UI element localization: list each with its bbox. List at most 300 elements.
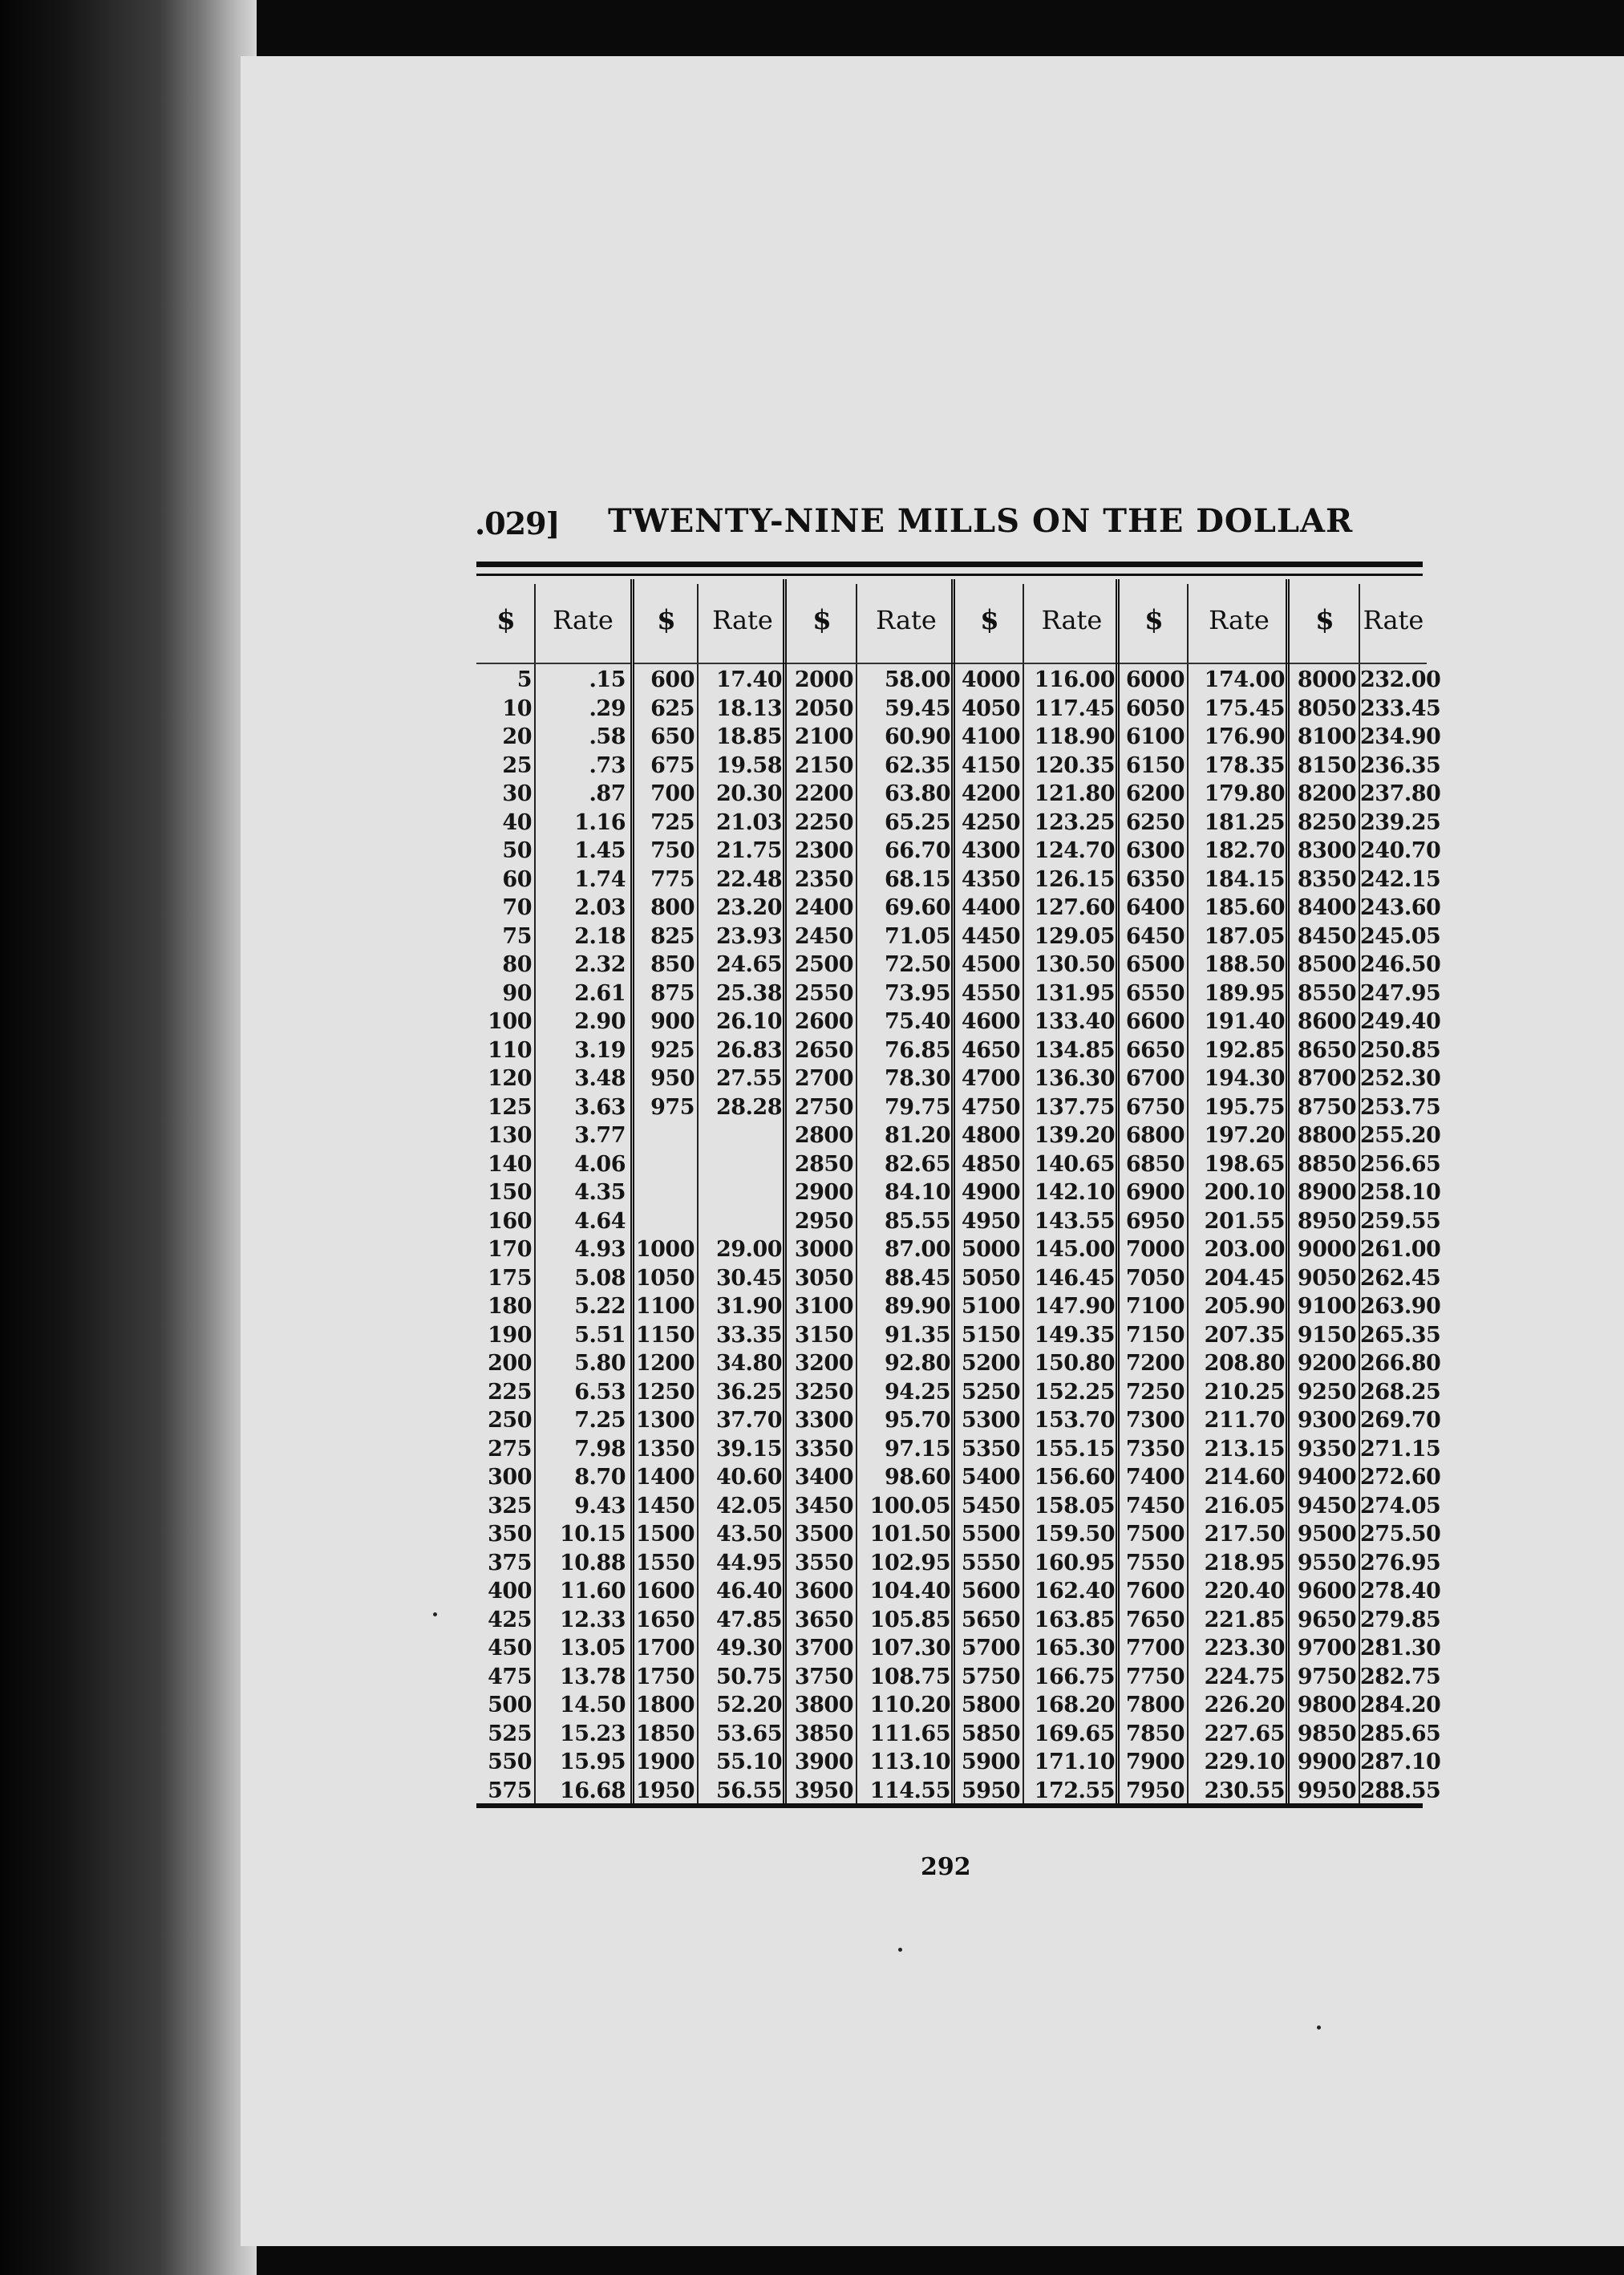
table-cell-rate: 253.75 xyxy=(1360,1094,1441,1120)
table-cell-amount: 5150 xyxy=(961,1322,1020,1348)
table-cell-rate: 15.95 xyxy=(559,1750,626,1774)
table-cell-rate: 218.95 xyxy=(1204,1550,1285,1575)
table-cell-rate: 116.00 xyxy=(1034,667,1115,692)
table-cell-rate: 9.43 xyxy=(574,1493,626,1519)
table-cell-amount: 5350 xyxy=(961,1436,1020,1462)
table-cell-rate: 43.50 xyxy=(715,1522,782,1547)
table-cell-rate: 181.25 xyxy=(1204,809,1285,835)
table-cell-rate: 275.50 xyxy=(1360,1522,1441,1547)
table-cell-amount: 2650 xyxy=(794,1037,853,1063)
table-cell-amount: 9300 xyxy=(1297,1408,1356,1433)
table-cell-rate: 250.85 xyxy=(1360,1037,1441,1063)
table-cell-amount: 5250 xyxy=(961,1379,1020,1405)
table-cell-rate: 178.35 xyxy=(1204,752,1285,778)
table-cell-rate: .58 xyxy=(589,724,626,749)
table-cell-amount: 9500 xyxy=(1297,1522,1356,1547)
table-cell-amount: 975 xyxy=(650,1094,695,1120)
table-cell-amount: 5000 xyxy=(961,1237,1020,1262)
table-cell-amount: 8450 xyxy=(1297,923,1356,949)
table-cell-amount: 3150 xyxy=(794,1322,853,1348)
table-cell-rate: 52.20 xyxy=(715,1693,782,1717)
table-cell-rate: 24.65 xyxy=(715,952,782,977)
table-cell-rate: 71.05 xyxy=(884,923,950,949)
table-cell-amount: 8350 xyxy=(1297,866,1356,892)
table-cell-amount: 175 xyxy=(488,1265,532,1291)
table-cell-rate: 111.65 xyxy=(869,1721,950,1746)
table-cell-rate: 197.20 xyxy=(1204,1123,1285,1148)
table-cell-rate: 91.35 xyxy=(884,1322,950,1348)
table-cell-amount: 5 xyxy=(516,667,532,692)
table-cell-rate: 207.35 xyxy=(1204,1322,1285,1348)
table-cell-amount: 425 xyxy=(488,1607,532,1632)
table-cell-rate: 133.40 xyxy=(1034,1009,1115,1034)
page-title: TWENTY-NINE MILLS ON THE DOLLAR xyxy=(608,502,1354,540)
table-cell-amount: 275 xyxy=(488,1436,532,1462)
table-cell-rate: 201.55 xyxy=(1204,1208,1285,1234)
table-cell-amount: 7000 xyxy=(1125,1237,1185,1262)
table-cell-rate: 6.53 xyxy=(574,1379,626,1405)
table-cell-rate: 60.90 xyxy=(884,724,950,749)
table-cell-rate: 17.40 xyxy=(715,667,782,692)
table-cell-amount: 8950 xyxy=(1297,1208,1356,1234)
table-cell-amount: 8200 xyxy=(1297,781,1356,806)
table-cell-amount: 1900 xyxy=(635,1750,695,1774)
table-cell-amount: 9150 xyxy=(1297,1322,1356,1348)
table-cell-amount: 4250 xyxy=(961,809,1020,835)
table-cell-rate: 136.30 xyxy=(1034,1066,1115,1091)
table-cell-rate: 78.30 xyxy=(884,1066,950,1091)
header-underline xyxy=(1120,663,1290,664)
table-cell-rate: 272.60 xyxy=(1360,1465,1441,1490)
table-cell-amount: 2150 xyxy=(794,752,853,778)
table-cell-rate: 194.30 xyxy=(1204,1066,1285,1091)
table-cell-amount: 2850 xyxy=(794,1151,853,1177)
table-cell-rate: 20.30 xyxy=(715,781,782,806)
table-cell-rate: 26.83 xyxy=(715,1037,782,1063)
table-cell-amount: 3950 xyxy=(794,1778,853,1803)
table-cell-amount: 7450 xyxy=(1125,1493,1185,1519)
table-cell-amount: 3050 xyxy=(794,1265,853,1291)
table-cell-rate: 1.74 xyxy=(574,866,626,892)
table-cell-rate: 210.25 xyxy=(1204,1379,1285,1405)
table-column-group xyxy=(476,579,630,1803)
table-cell-rate: 3.19 xyxy=(574,1037,626,1063)
table-cell-amount: 3850 xyxy=(794,1721,853,1746)
table-cell-amount: 6050 xyxy=(1125,695,1185,721)
table-cell-amount: 7900 xyxy=(1125,1750,1185,1774)
table-cell-rate: 25.38 xyxy=(715,980,782,1006)
table-cell-amount: 9700 xyxy=(1297,1636,1356,1661)
table-cell-amount: 4600 xyxy=(961,1009,1020,1034)
table-cell-rate: .73 xyxy=(589,752,626,778)
table-cell-rate: 249.40 xyxy=(1360,1009,1441,1034)
table-cell-rate: 176.90 xyxy=(1204,724,1285,749)
header-underline xyxy=(476,663,630,664)
table-cell-amount: 600 xyxy=(650,667,695,692)
table-cell-rate: 150.80 xyxy=(1034,1351,1115,1376)
page-number: 292 xyxy=(921,1853,971,1881)
column-header-rate: Rate xyxy=(876,605,937,635)
table-cell-amount: 3400 xyxy=(794,1465,853,1490)
table-cell-rate: 221.85 xyxy=(1204,1607,1285,1632)
table-cell-amount: 1950 xyxy=(635,1778,695,1803)
table-cell-rate: 127.60 xyxy=(1034,895,1115,920)
table-cell-rate: 84.10 xyxy=(884,1180,950,1205)
table-cell-rate: 230.55 xyxy=(1204,1778,1285,1803)
table-cell-rate: 50.75 xyxy=(715,1664,782,1689)
table-cell-amount: 7700 xyxy=(1125,1636,1185,1661)
table-cell-amount: 950 xyxy=(650,1066,695,1091)
table-cell-rate: 23.93 xyxy=(715,923,782,949)
table-cell-amount: 7050 xyxy=(1125,1265,1185,1291)
table-cell-amount: 110 xyxy=(488,1037,532,1063)
table-cell-rate: 261.00 xyxy=(1360,1237,1441,1262)
table-cell-amount: 1200 xyxy=(635,1351,695,1376)
table-cell-amount: 900 xyxy=(650,1009,695,1034)
table-cell-amount: 8400 xyxy=(1297,895,1356,920)
table-cell-amount: 1100 xyxy=(635,1294,695,1319)
table-cell-rate: 2.18 xyxy=(574,923,626,949)
table-cell-amount: 6250 xyxy=(1125,809,1185,835)
table-cell-rate: 22.48 xyxy=(715,866,782,892)
table-cell-rate: 243.60 xyxy=(1360,895,1441,920)
table-cell-amount: 8150 xyxy=(1297,752,1356,778)
table-cell-amount: 40 xyxy=(502,809,532,835)
table-cell-rate: 5.51 xyxy=(574,1322,626,1348)
table-cell-amount: 6200 xyxy=(1125,781,1185,806)
table-cell-amount: 5650 xyxy=(961,1607,1020,1632)
table-cell-rate: 246.50 xyxy=(1360,952,1441,977)
table-cell-rate: 2.90 xyxy=(574,1009,626,1034)
table-cell-amount: 6400 xyxy=(1125,895,1185,920)
table-cell-rate: 7.98 xyxy=(574,1436,626,1462)
table-cell-rate: 220.40 xyxy=(1204,1579,1285,1604)
table-cell-rate: 118.90 xyxy=(1034,724,1115,749)
table-cell-rate: 13.05 xyxy=(559,1636,626,1661)
table-cell-rate: 29.00 xyxy=(715,1237,782,1262)
table-cell-rate: 75.40 xyxy=(884,1009,950,1034)
table-cell-amount: 5750 xyxy=(961,1664,1020,1689)
table-cell-rate: 37.70 xyxy=(715,1408,782,1433)
table-cell-rate: 4.64 xyxy=(574,1208,626,1234)
table-cell-rate: 252.30 xyxy=(1360,1066,1441,1091)
table-cell-rate: 265.35 xyxy=(1360,1322,1441,1348)
table-cell-rate: 226.20 xyxy=(1204,1693,1285,1717)
column-header-rate: Rate xyxy=(1041,605,1103,635)
table-cell-rate: 259.55 xyxy=(1360,1208,1441,1234)
table-cell-amount: 10 xyxy=(502,695,532,721)
table-cell-rate: 200.10 xyxy=(1204,1180,1285,1205)
table-cell-amount: 9000 xyxy=(1297,1237,1356,1262)
table-cell-amount: 130 xyxy=(488,1123,532,1148)
table-cell-amount: 6900 xyxy=(1125,1180,1185,1205)
table-cell-amount: 9900 xyxy=(1297,1750,1356,1774)
table-cell-rate: 76.85 xyxy=(884,1037,950,1063)
book-spine xyxy=(0,0,257,2275)
table-cell-amount: 2550 xyxy=(794,980,853,1006)
table-cell-amount: 4850 xyxy=(961,1151,1020,1177)
table-cell-rate: 82.65 xyxy=(884,1151,950,1177)
table-cell-amount: 9650 xyxy=(1297,1607,1356,1632)
table-cell-amount: 3450 xyxy=(794,1493,853,1519)
table-cell-amount: 125 xyxy=(488,1094,532,1120)
table-cell-amount: 1000 xyxy=(635,1237,695,1262)
table-cell-amount: 5300 xyxy=(961,1408,1020,1433)
table-cell-amount: 4500 xyxy=(961,952,1020,977)
table-cell-amount: 9450 xyxy=(1297,1493,1356,1519)
table-cell-amount: 150 xyxy=(488,1180,532,1205)
table-cell-rate: 287.10 xyxy=(1360,1750,1441,1774)
table-cell-rate: 105.85 xyxy=(869,1607,950,1632)
table-column-group xyxy=(783,579,955,1803)
table-cell-amount: 8000 xyxy=(1297,667,1356,692)
table-cell-rate: 223.30 xyxy=(1204,1636,1285,1661)
table-cell-amount: 7800 xyxy=(1125,1693,1185,1717)
table-cell-rate: 3.63 xyxy=(574,1094,626,1120)
table-cell-amount: 5200 xyxy=(961,1351,1020,1376)
table-cell-rate: 227.65 xyxy=(1204,1721,1285,1746)
table-cell-amount: 170 xyxy=(488,1237,532,1262)
table-cell-rate: 236.35 xyxy=(1360,752,1441,778)
table-cell-amount xyxy=(634,1150,695,1179)
table-cell-amount: 2200 xyxy=(794,781,853,806)
table-cell-rate: 95.70 xyxy=(884,1408,950,1433)
table-cell-amount: 575 xyxy=(488,1778,532,1803)
table-cell-rate: 234.90 xyxy=(1360,724,1441,749)
table-cell-rate: 21.03 xyxy=(715,809,782,835)
table-cell-amount: 9400 xyxy=(1297,1465,1356,1490)
table-cell-rate: 59.45 xyxy=(884,695,950,721)
table-cell-rate: 182.70 xyxy=(1204,838,1285,863)
table-cell-rate: 44.95 xyxy=(715,1550,782,1575)
table-cell-amount xyxy=(634,1207,695,1236)
table-cell-amount: 25 xyxy=(502,752,532,778)
table-cell-amount: 2700 xyxy=(794,1066,853,1091)
table-cell-rate: 262.45 xyxy=(1360,1265,1441,1291)
table-cell-amount: 500 xyxy=(488,1693,532,1717)
table-cell-amount: 6750 xyxy=(1125,1094,1185,1120)
table-cell-rate: 229.10 xyxy=(1204,1750,1285,1774)
table-cell-amount: 5850 xyxy=(961,1721,1020,1746)
table-cell-amount: 6800 xyxy=(1125,1123,1185,1148)
header-underline xyxy=(1290,663,1427,664)
table-cell-amount: 825 xyxy=(650,923,695,949)
table-cell-amount: 6950 xyxy=(1125,1208,1185,1234)
table-cell-amount: 1600 xyxy=(635,1579,695,1604)
table-cell-rate: 268.25 xyxy=(1360,1379,1441,1405)
table-cell-rate: 68.15 xyxy=(884,866,950,892)
rate-code: .029] xyxy=(475,505,560,541)
table-cell-rate: 174.00 xyxy=(1204,667,1285,692)
table-cell-amount: 8300 xyxy=(1297,838,1356,863)
table-cell-amount: 3550 xyxy=(794,1550,853,1575)
table-cell-rate: 160.95 xyxy=(1034,1550,1115,1575)
table-cell-amount: 5700 xyxy=(961,1636,1020,1661)
table-cell-rate: 100.05 xyxy=(869,1493,950,1519)
table-cell-rate: 168.20 xyxy=(1034,1693,1115,1717)
table-cell-amount: 7200 xyxy=(1125,1351,1185,1376)
table-cell-amount: 3100 xyxy=(794,1294,853,1319)
table-cell-amount: 6850 xyxy=(1125,1151,1185,1177)
table-cell-amount: 1700 xyxy=(635,1636,695,1661)
table-cell-rate: 191.40 xyxy=(1204,1009,1285,1034)
table-cell-rate: 47.85 xyxy=(715,1607,782,1632)
table-cell-rate: 224.75 xyxy=(1204,1664,1285,1689)
table-cell-rate: 256.65 xyxy=(1360,1151,1441,1177)
table-cell-rate: 4.93 xyxy=(574,1237,626,1262)
table-cell-rate: .29 xyxy=(589,695,626,721)
table-cell-rate: 101.50 xyxy=(869,1522,950,1547)
table-cell-rate: 134.85 xyxy=(1034,1037,1115,1063)
header-underline xyxy=(634,663,787,664)
table-cell-rate: 1.45 xyxy=(574,838,626,863)
table-cell-amount: 8850 xyxy=(1297,1151,1356,1177)
table-cell-amount: 20 xyxy=(502,724,532,749)
table-cell-rate: 276.95 xyxy=(1360,1550,1441,1575)
table-cell-rate: 23.20 xyxy=(715,895,782,920)
table-cell-rate: 53.65 xyxy=(715,1721,782,1746)
table-cell-rate: 49.30 xyxy=(715,1636,782,1661)
table-cell-rate: 34.80 xyxy=(715,1351,782,1376)
table-cell-amount: 250 xyxy=(488,1408,532,1433)
table-cell-rate: 88.45 xyxy=(884,1265,950,1291)
table-cell-amount: 6650 xyxy=(1125,1037,1185,1063)
table-cell-rate: 137.75 xyxy=(1034,1094,1115,1120)
table-cell-amount: 1300 xyxy=(635,1408,695,1433)
table-cell-amount: 4900 xyxy=(961,1180,1020,1205)
table-cell-amount: 9850 xyxy=(1297,1721,1356,1746)
table-cell-rate: 162.40 xyxy=(1034,1579,1115,1604)
table-cell-rate: 5.22 xyxy=(574,1294,626,1319)
table-cell-rate: 266.80 xyxy=(1360,1351,1441,1376)
table-cell-rate xyxy=(699,1178,782,1207)
table-cell-amount: 5600 xyxy=(961,1579,1020,1604)
table-cell-rate: 21.75 xyxy=(715,838,782,863)
table-cell-rate: 124.70 xyxy=(1034,838,1115,863)
table-cell-amount: 925 xyxy=(650,1037,695,1063)
table-cell-amount: 8800 xyxy=(1297,1123,1356,1148)
table-cell-rate: 281.30 xyxy=(1360,1636,1441,1661)
table-cell-rate: 63.80 xyxy=(884,781,950,806)
table-cell-amount: 4000 xyxy=(961,667,1020,692)
table-cell-amount: 3700 xyxy=(794,1636,853,1661)
table-cell-rate: 65.25 xyxy=(884,809,950,835)
table-cell-rate: 179.80 xyxy=(1204,781,1285,806)
table-cell-rate: 255.20 xyxy=(1360,1123,1441,1148)
table-column-group xyxy=(1116,579,1290,1803)
table-cell-amount: 8250 xyxy=(1297,809,1356,835)
table-cell-amount: 800 xyxy=(650,895,695,920)
table-cell-amount: 1550 xyxy=(635,1550,695,1575)
table-cell-rate: 149.35 xyxy=(1034,1322,1115,1348)
table-cell-amount: 8750 xyxy=(1297,1094,1356,1120)
table-cell-amount: 50 xyxy=(502,838,532,863)
table-cell-rate: 1.16 xyxy=(574,809,626,835)
table-cell-amount: 2100 xyxy=(794,724,853,749)
table-cell-rate: 159.50 xyxy=(1034,1522,1115,1547)
table-cell-rate: 33.35 xyxy=(715,1322,782,1348)
table-cell-rate: 147.90 xyxy=(1034,1294,1115,1319)
table-cell-rate: 15.23 xyxy=(559,1721,626,1746)
table-cell-amount: 1400 xyxy=(635,1465,695,1490)
table-cell-amount: 3900 xyxy=(794,1750,853,1774)
table-cell-amount: 9550 xyxy=(1297,1550,1356,1575)
table-cell-amount: 8650 xyxy=(1297,1037,1356,1063)
table-cell-rate: 216.05 xyxy=(1204,1493,1285,1519)
table-cell-rate: 142.10 xyxy=(1034,1180,1115,1205)
table-cell-amount: 5800 xyxy=(961,1693,1020,1717)
table-cell-amount: 6100 xyxy=(1125,724,1185,749)
table-cell-rate: 42.05 xyxy=(715,1493,782,1519)
column-header-rate: Rate xyxy=(1209,605,1270,635)
table-cell-amount: 4200 xyxy=(961,781,1020,806)
table-cell-rate xyxy=(699,1207,782,1236)
table-cell-amount: 700 xyxy=(650,781,695,806)
table-cell-rate: 10.15 xyxy=(559,1522,626,1547)
table-cell-rate: 129.05 xyxy=(1034,923,1115,949)
table-cell-amount: 200 xyxy=(488,1351,532,1376)
table-cell-rate: 282.75 xyxy=(1360,1664,1441,1689)
table-cell-amount: 375 xyxy=(488,1550,532,1575)
table-cell-amount: 2250 xyxy=(794,809,853,835)
column-header-amount: $ xyxy=(980,604,999,636)
table-cell-amount: 2950 xyxy=(794,1208,853,1234)
table-cell-rate xyxy=(699,1150,782,1179)
table-cell-rate: 146.45 xyxy=(1034,1265,1115,1291)
table-cell-amount: 8700 xyxy=(1297,1066,1356,1091)
table-cell-amount: 4950 xyxy=(961,1208,1020,1234)
header-double-rule xyxy=(476,562,1423,576)
table-cell-amount: 7400 xyxy=(1125,1465,1185,1490)
table-cell-rate: 10.88 xyxy=(559,1550,626,1575)
table-cell-amount: 2800 xyxy=(794,1123,853,1148)
table-cell-rate: 94.25 xyxy=(884,1379,950,1405)
table-cell-rate: 245.05 xyxy=(1360,923,1441,949)
table-cell-amount: 3200 xyxy=(794,1351,853,1376)
table-cell-rate: 8.70 xyxy=(574,1465,626,1490)
table-cell-amount: 5100 xyxy=(961,1294,1020,1319)
table-cell-amount: 4350 xyxy=(961,866,1020,892)
table-cell-rate: 13.78 xyxy=(559,1664,626,1689)
table-cell-amount: 400 xyxy=(488,1579,532,1604)
table-cell-rate: 69.60 xyxy=(884,895,950,920)
table-cell-amount: 7750 xyxy=(1125,1664,1185,1689)
table-cell-amount: 9250 xyxy=(1297,1379,1356,1405)
table-cell-amount: 1050 xyxy=(635,1265,695,1291)
table-cell-amount: 3300 xyxy=(794,1408,853,1433)
table-bottom-rule xyxy=(476,1803,1423,1808)
table-cell-rate: 72.50 xyxy=(884,952,950,977)
table-cell-amount: 3650 xyxy=(794,1607,853,1632)
table-cell-amount: 7250 xyxy=(1125,1379,1185,1405)
table-cell-amount: 3500 xyxy=(794,1522,853,1547)
table-cell-amount: 675 xyxy=(650,752,695,778)
table-cell-rate: 169.65 xyxy=(1034,1721,1115,1746)
table-cell-amount: 8050 xyxy=(1297,695,1356,721)
table-cell-amount: 7600 xyxy=(1125,1579,1185,1604)
table-cell-rate: 288.55 xyxy=(1360,1778,1441,1803)
table-cell-rate: 237.80 xyxy=(1360,781,1441,806)
table-cell-amount: 8100 xyxy=(1297,724,1356,749)
column-header-amount: $ xyxy=(812,604,832,636)
table-cell-rate: 155.15 xyxy=(1034,1436,1115,1462)
table-cell-amount: 7350 xyxy=(1125,1436,1185,1462)
table-cell-rate: 120.35 xyxy=(1034,752,1115,778)
table-cell-amount: 180 xyxy=(488,1294,532,1319)
table-cell-amount: 4400 xyxy=(961,895,1020,920)
table-cell-amount: 1150 xyxy=(635,1322,695,1348)
table-cell-rate: 278.40 xyxy=(1360,1579,1441,1604)
